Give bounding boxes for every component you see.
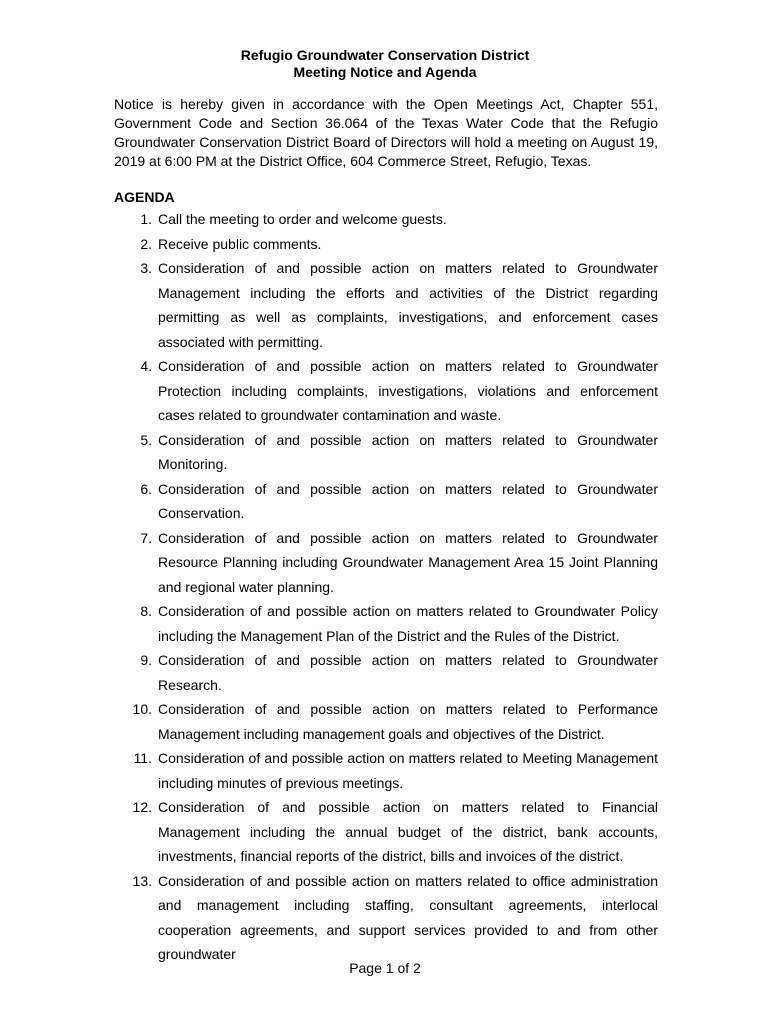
agenda-item	[114, 746, 658, 795]
agenda-item	[114, 599, 658, 648]
agenda-item-number: 12.	[132, 799, 152, 815]
agenda-item	[114, 697, 658, 746]
agenda-item-text: Consideration of and possible action on matters related to Groundwater Conservation.	[158, 480, 658, 521]
agenda-item-text: Consideration of and possible action on matters related to Financial Management including the annual budget of the district, bank accounts, investments, financial reports of the district, bills and invoices of the district.	[158, 799, 658, 864]
agenda-item-number: 6.	[140, 480, 152, 497]
agenda-item-number: 7.	[140, 529, 152, 546]
agenda-item-number: 9.	[140, 652, 152, 668]
agenda-item-number: 1.	[140, 211, 152, 227]
agenda-item-text: Consideration of and possible action on matters related to Performance Management including management goals and objectives of the District.	[158, 701, 658, 742]
agenda-item-number: 13.	[132, 872, 152, 889]
document-title: Refugio Groundwater Conservation District	[240, 47, 530, 63]
agenda-item-number: 4.	[140, 358, 152, 374]
agenda-item-text: Consideration of and possible action on matters related to Meeting Management including minutes of previous meetings.	[158, 750, 658, 791]
agenda-item-text: Consideration of and possible action on matters related to Groundwater Protection including complaints, investigations, violations and enforcement cases related to groundwater contamination and waste.	[158, 358, 658, 423]
agenda-item-text: Consideration of and possible action on matters related to Groundwater Monitoring.	[158, 431, 658, 472]
agenda-item	[114, 207, 658, 232]
agenda-item-number: 3.	[140, 260, 152, 276]
agenda-list	[114, 207, 658, 967]
agenda-item-text: Consideration of and possible action on matters related to Groundwater Management including the efforts and activities of the District regarding permitting as well as complaints, investigations, and enforcement cases associated with permitting.	[158, 260, 658, 350]
agenda-item	[114, 526, 658, 600]
page-number-footer: Page 1 of 2	[349, 960, 421, 976]
agenda-item	[114, 477, 658, 526]
agenda-item	[114, 428, 658, 477]
agenda-item-number: 8.	[140, 603, 152, 619]
agenda-heading: AGENDA	[114, 189, 175, 205]
document-subtitle: Meeting Notice and Agenda	[293, 64, 477, 80]
agenda-item	[114, 354, 658, 428]
agenda-item-number: 5.	[140, 431, 152, 448]
agenda-item-text: Call the meeting to order and welcome guests.	[158, 211, 447, 227]
agenda-item-text: Consideration of and possible action on matters related to Groundwater Resource Planning including Groundwater Management Area 15 Joint Planning and regional water planning.	[158, 529, 658, 595]
agenda-item	[114, 795, 658, 869]
agenda-item-number: 11.	[133, 750, 152, 766]
agenda-item-text: Receive public comments.	[158, 235, 322, 252]
agenda-item-text: Consideration of and possible action on matters related to Groundwater Research.	[158, 652, 658, 693]
agenda-item-number: 10.	[132, 701, 152, 717]
meeting-notice-paragraph: Notice is hereby given in accordance with the Open Meetings Act, Chapter 551, Government Code and Section 36.064 of the Texas Water Code that the Refugio Groundwater Conservation District Board of Directors will hold a meeting on August 19, 2019 at 6:00 PM at the District Office, 604 Commerce Street, Refugio, Texas.	[114, 96, 658, 169]
agenda-item	[114, 232, 658, 257]
agenda-item-text: Consideration of and possible action on matters related to office administration and management including staffing, consultant agreements, interlocal cooperation agreements, and support services provided to and from other groundwater	[158, 872, 658, 962]
agenda-item	[114, 648, 658, 697]
agenda-item	[114, 256, 658, 354]
agenda-item-text: Consideration of and possible action on matters related to Groundwater Policy including the Management Plan of the District and the Rules of the District.	[158, 603, 658, 644]
agenda-item	[114, 869, 658, 967]
agenda-item-number: 2.	[140, 235, 152, 252]
